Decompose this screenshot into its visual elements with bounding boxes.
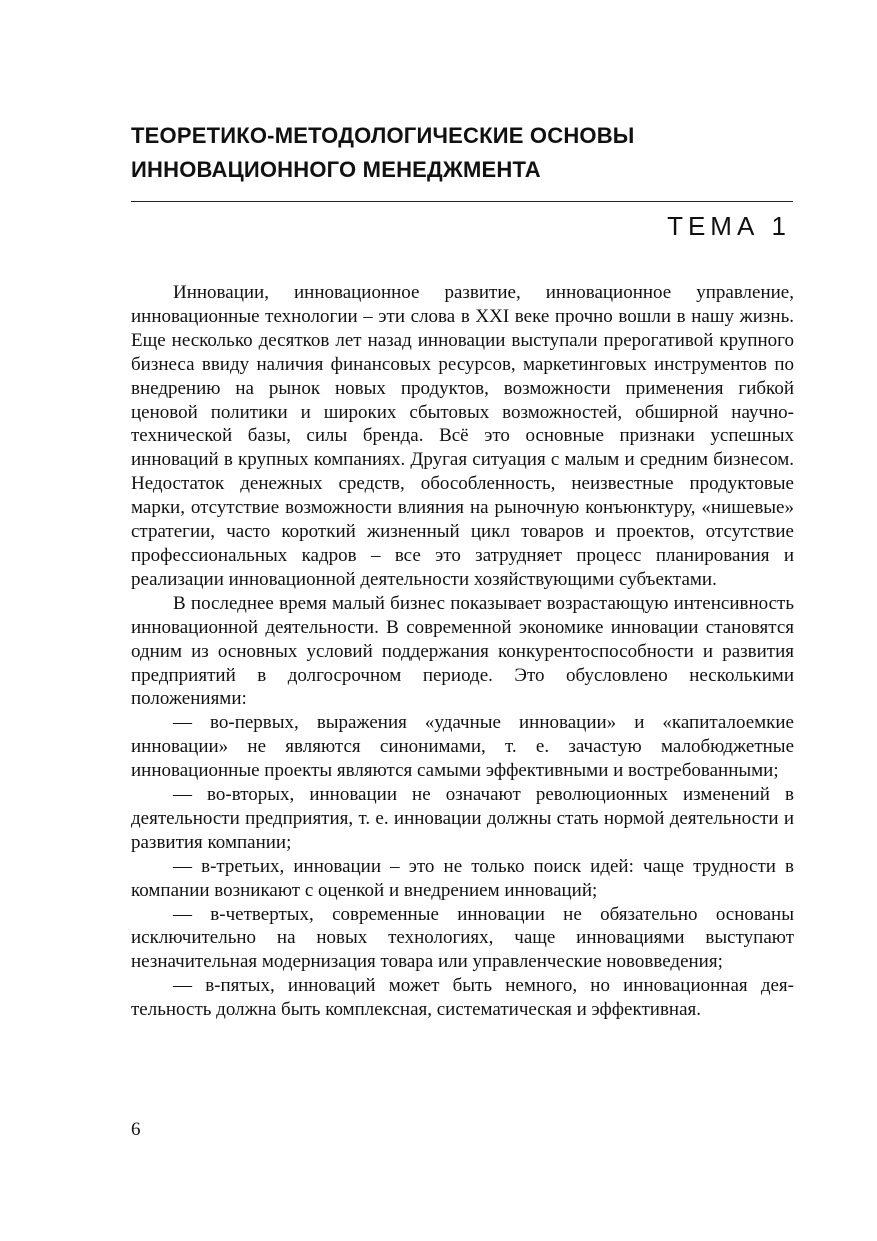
- section-title: [131, 119, 791, 187]
- header-divider: [131, 201, 793, 202]
- list-item-fifth: — в-пятых, инноваций может быть немного, но инновационная деятельность должна быть комплексная, систематическая и эффективная.: [131, 975, 794, 1021]
- body-text: [131, 281, 794, 1022]
- list-item-third: — в-третьих, инновации – это не только поиск идей: чаще трудности в компании возникают с оценкой и внедрением инноваций;: [131, 855, 794, 901]
- paragraph-small-business: В последнее время малый бизнес показывает возрастающую интенсивность инновационной деятельности. В современной экономике инновации становятся одним из основных условий поддержания конкурентоспособности и развития предприятий в долгосрочном периоде. Это обусловлено несколькими положениями:: [131, 592, 794, 710]
- page-number: 6: [131, 1119, 141, 1140]
- topic-label: ТЕМА 1: [667, 211, 791, 241]
- list-item-second: — во-вторых, инновации не означают революционных изменений в деятельности предприятия, т. е. инновации должны стать нормой деятельности и развития компании;: [131, 784, 794, 853]
- section-title-line-1: ТЕОРЕТИКО-МЕТОДОЛОГИЧЕСКИЕ ОСНОВЫ: [131, 123, 635, 148]
- paragraph-intro: Инновации, инновационное развитие, инновационное управление, инновационные технологии – эти слова в XXI веке прочно вошли в нашу жизнь. Еще несколько десятков лет назад инновации выступали прерогативой крупного бизнеса ввиду наличия финансовых ресурсов, маркетинговых инструментов по внедрению на рынок новых продуктов, возможности применения гибкой ценовой политики и широких сбытовых возможностей, обширной научно-технической базы, силы бренда. Всё это основные признаки успешных инноваций в крупных компаниях. Другая ситуация с малым и средним бизнесом. Недостаток денежных средств, обособленность, неизвестные продуктовые марки, отсутствие возможности влияния на рыночную конъюнктуру, «нишевые» стратегии, часто короткий жизненный цикл товаров и проектов, отсутствие профессиональных кадров – все это затрудняет процесс планирования и реализации инновационной деятельности хозяйствующими субъектами.: [131, 282, 794, 590]
- list-item-fourth: — в-четвертых, современные инновации не обязательно основаны исключительно на новых технологиях, чаще инновациями выступают незначительная модернизация товара или управленческие нововведения;: [131, 903, 794, 973]
- section-title-line-2: ИННОВАЦИОННОГО МЕНЕДЖМЕНТА: [131, 157, 541, 182]
- list-item-first: — во-первых, выражения «удачные инновации» и «капиталоемкие инновации» не являются синонимами, т. е. зачастую малобюджетные инновационные проекты являются самыми эффективными и востребованными;: [131, 712, 794, 782]
